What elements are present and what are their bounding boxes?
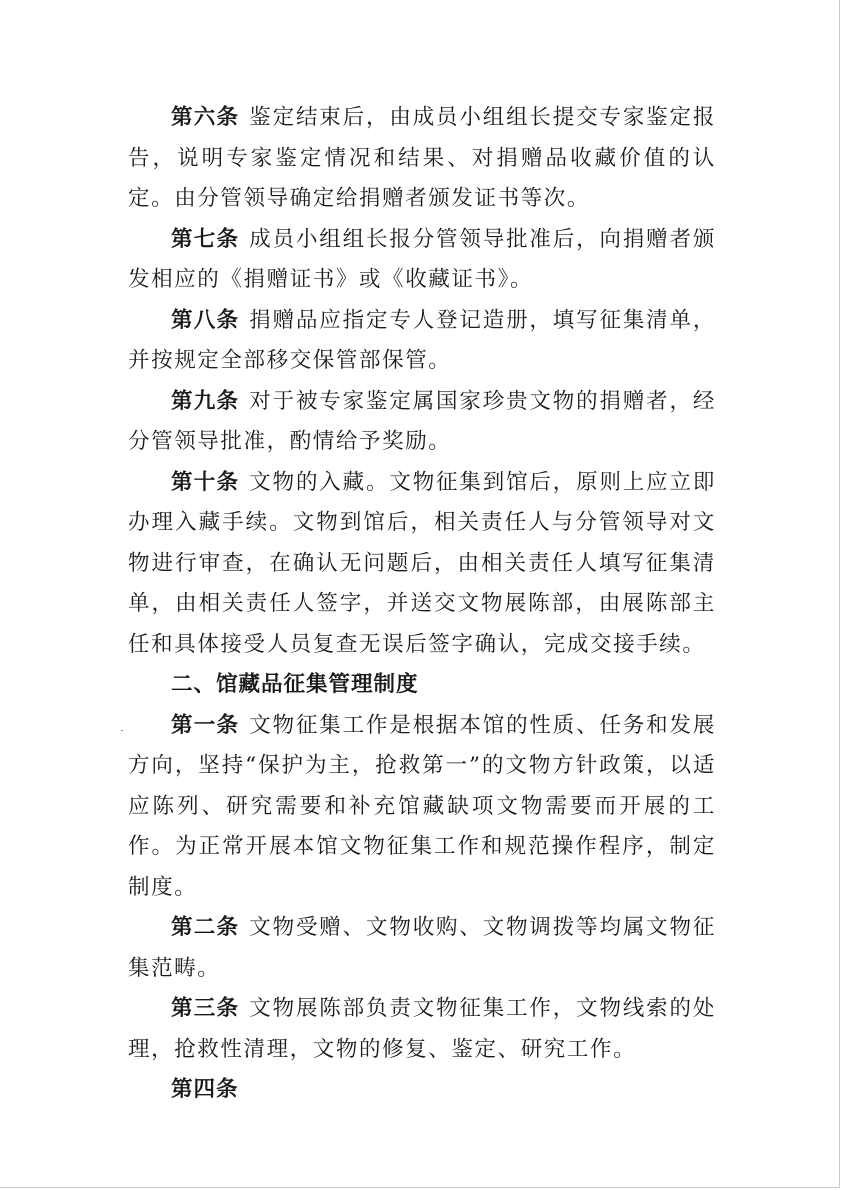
article-text: 文物受赠、文物收购、文物调拨等均属文物征集范畴。: [128, 915, 716, 981]
article-text: 文物展陈部负责文物征集工作，文物线索的处理，抢救性清理，文物的修复、鉴定、研究工作。: [128, 996, 716, 1062]
article-label: 第二条: [171, 915, 240, 940]
article-label: 第四条: [171, 1077, 239, 1102]
article-label: 第三条: [171, 996, 240, 1021]
article-text: 对于被专家鉴定属国家珍贵文物的捐赠者，经分管领导批准，酌情给予奖励。: [128, 388, 716, 454]
article-paragraph: [128, 706, 716, 909]
article-label: 第十条: [171, 469, 240, 495]
article-label: 第六条: [171, 105, 240, 130]
article-paragraph: [128, 220, 716, 301]
article-paragraph: [128, 301, 716, 382]
article-text: 文物的入藏。文物征集到馆后，原则上应立即办理入藏手续。文物到馆后，相关责任人与分管领导对文物进行审查，在确认无问题后，由相关责任人填写征集清单，由相关责任人签字，并送交文物展陈部，由展陈部主任和具体接受人员复查无误后签字确认，完成交接手续。: [128, 469, 716, 657]
article-paragraph: [128, 908, 716, 989]
article-paragraph: [128, 98, 716, 220]
article-paragraph: [128, 382, 716, 463]
document-body: [128, 98, 716, 1111]
article-text: 成员小组组长报分管领导批准后，向捐赠者颁发相应的《捐赠证书》或《收藏证书》。: [128, 226, 716, 292]
article-label: 第一条: [171, 712, 240, 738]
article-paragraph: [128, 989, 716, 1070]
article-paragraph: [128, 1070, 716, 1111]
article-text: 捐赠品应指定专人登记造册，填写征集清单，并按规定全部移交保管部保管。: [128, 307, 716, 373]
article-label: 第九条: [171, 388, 240, 414]
article-paragraph: [128, 463, 716, 666]
article-text: 文物征集工作是根据本馆的性质、任务和发展方向，坚持“保护为主，抢救第一”的文物方针政策，以适应陈列、研究需要和补充馆藏缺项文物需要而开展的工作。为正常开展本馆文物征集工作和规范操作程序，制定制度。: [128, 712, 716, 900]
article-label: 第八条: [171, 307, 240, 333]
scan-speck: [121, 730, 123, 731]
article-text: 鉴定结束后，由成员小组组长提交专家鉴定报告，说明专家鉴定情况和结果、对捐赠品收藏价值的认定。由分管领导确定给捐赠者颁发证书等次。: [128, 105, 716, 211]
article-label: 第七条: [171, 226, 240, 252]
section-heading: 二、馆藏品征集管理制度: [171, 672, 419, 697]
